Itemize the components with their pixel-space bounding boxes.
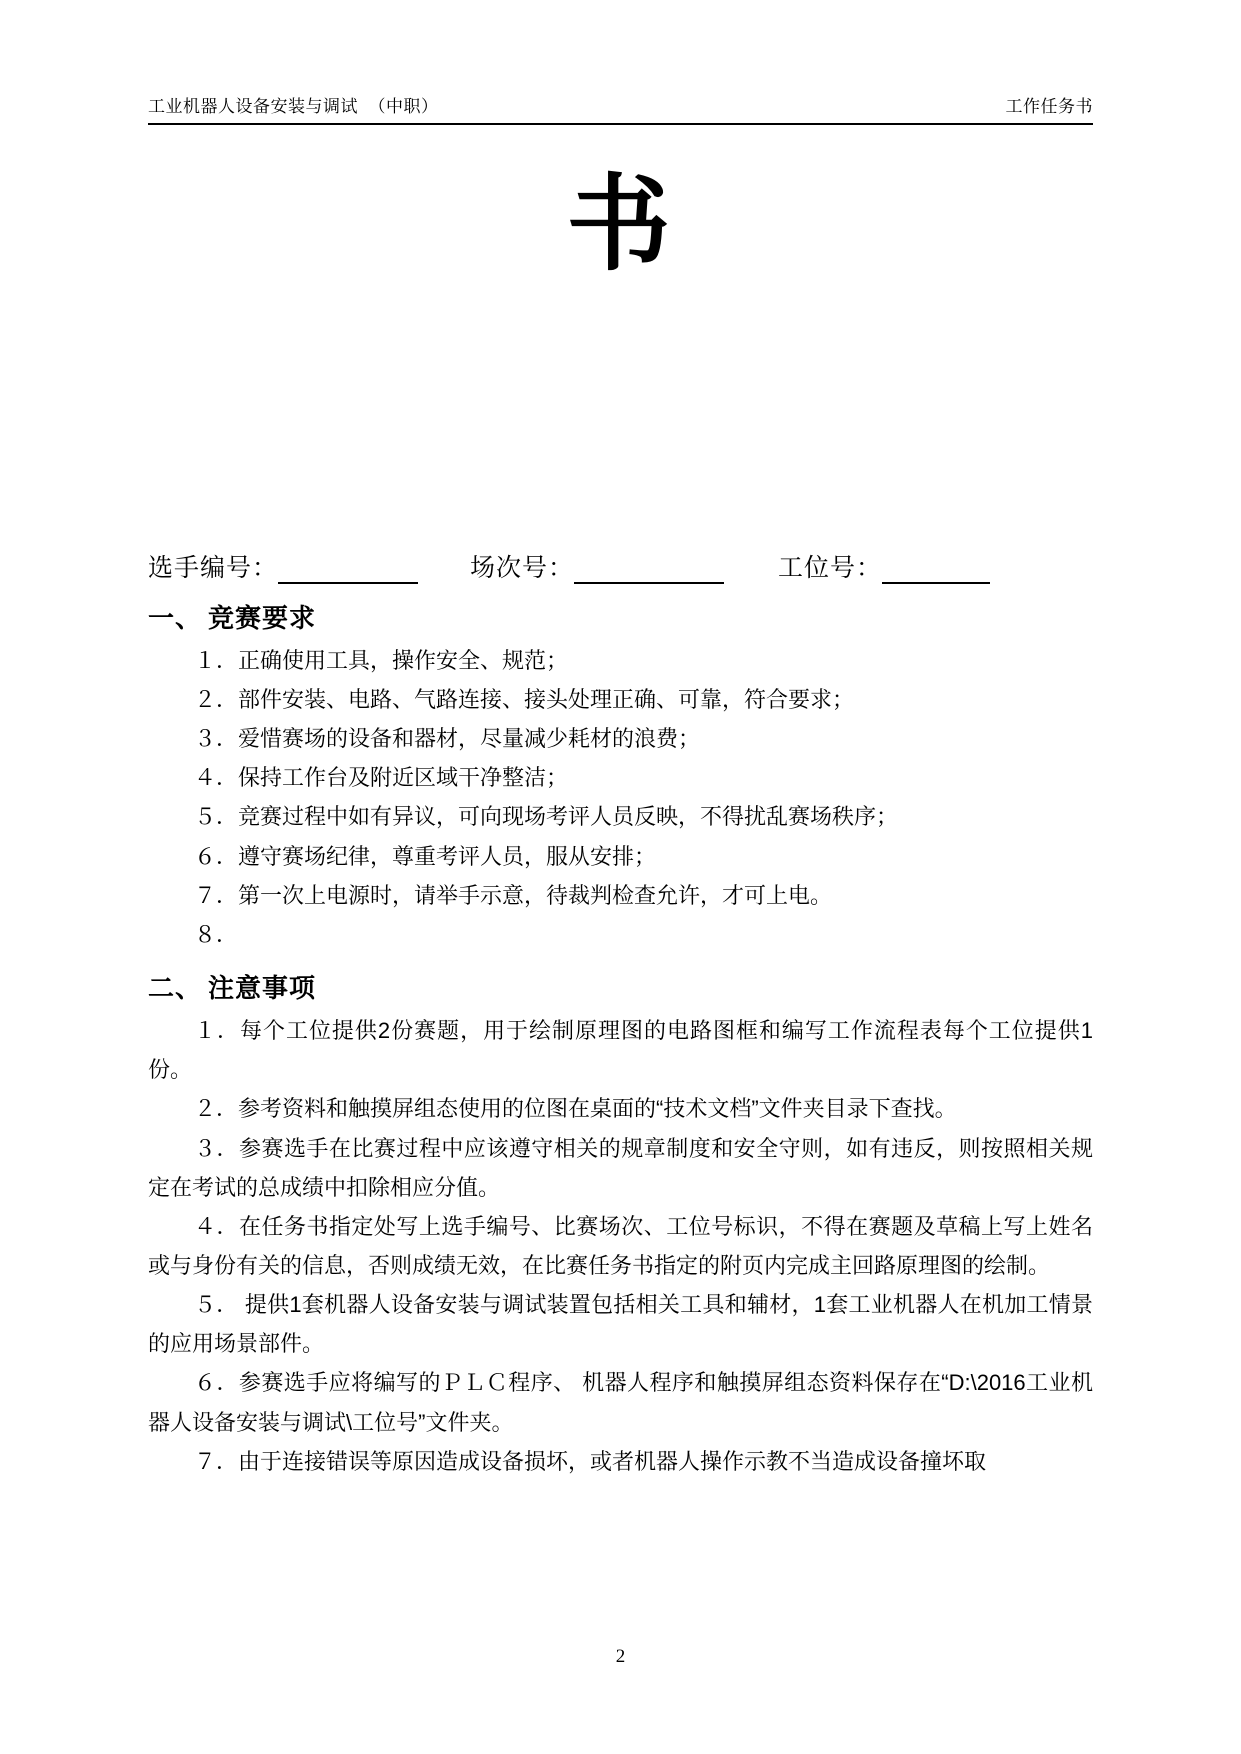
list-item: ３．参赛选手在比赛过程中应该遵守相关的规章制度和安全守则，如有违反，则按照相关规定在考试的总成绩中扣除相应分值。: [148, 1135, 1093, 1200]
title-spacer: [148, 288, 1093, 538]
section-1-number: 一、: [148, 602, 203, 633]
list-item: ７．由于连接错误等原因造成设备损坏，或者机器人操作示教不当造成设备撞坏取: [194, 1448, 987, 1474]
station-number-blank[interactable]: [882, 560, 990, 584]
list-item: １．每个工位提供2份赛题，用于绘制原理图的电路图框和编写工作流程表每个工位提供1份。: [148, 1018, 1093, 1083]
page-number: 2: [615, 1646, 626, 1667]
player-number-field: [148, 548, 418, 584]
competition-requirements-list: [148, 641, 1093, 954]
station-number-label: 工位号：: [778, 553, 883, 582]
section-heading-competition-requirements: [148, 598, 1093, 635]
list-item: ３．爱惜赛场的设备和器材，尽量减少耗材的浪费；: [194, 726, 701, 752]
session-number-field: [470, 548, 724, 584]
section-2-number: 二、: [148, 973, 203, 1004]
list-item: ４．保持工作台及附近区域干净整洁；: [194, 765, 569, 791]
list-item: ７．第一次上电源时，请举手示意，待裁判检查允许，才可上电。: [194, 882, 833, 908]
header-left-text: 工业机器人设备安装与调试 （中职）: [148, 97, 439, 116]
station-number-field: [778, 548, 990, 584]
list-item: １．正确使用工具，操作安全、规范；: [194, 647, 569, 673]
list-item: ５． 提供1套机器人设备安装与调试装置包括相关工具和辅材，1套工业机器人在机加工情景的应用场景部件。: [148, 1292, 1093, 1357]
list-item: ６．参赛选手应将编写的ＰＬＣ程序、 机器人程序和触摸屏组态资料保存在“D:\2016工业机器人设备安装与调试\工位号”文件夹。: [148, 1370, 1093, 1435]
section-2-title: 注意事项: [208, 973, 317, 1004]
list-item: ５．竞赛过程中如有异议，可向现场考评人员反映，不得扰乱赛场秩序；: [194, 804, 899, 830]
list-item: ４．在任务书指定处写上选手编号、比赛场次、工位号标识，不得在赛题及草稿上写上姓名或与身份有关的信息，否则成绩无效，在比赛任务书指定的附页内完成主回路原理图的绘制。: [148, 1213, 1093, 1278]
notes-list: [148, 1011, 1093, 1481]
section-1-title: 竞赛要求: [208, 602, 317, 633]
list-item: ２．部件安装、电路、气路连接、接头处理正确、可靠，符合要求；: [194, 686, 855, 712]
page-title: 书: [566, 167, 675, 283]
header-right-text: 工作任务书: [1005, 97, 1093, 116]
session-number-label: 场次号：: [470, 553, 575, 582]
list-item: ８．: [194, 921, 239, 947]
list-item: ６．遵守赛场纪律，尊重考评人员，服从安排；: [194, 843, 657, 869]
player-number-label: 选手编号：: [148, 553, 279, 582]
player-number-blank[interactable]: [278, 560, 418, 584]
section-heading-notes: [148, 968, 1093, 1005]
page-content: [148, 92, 1093, 1481]
session-number-blank[interactable]: [574, 560, 724, 584]
identification-fields: [148, 548, 1093, 584]
running-header: [148, 92, 1093, 125]
list-item: ２．参考资料和触摸屏组态使用的位图在桌面的“技术文档”文件夹目录下查找。: [194, 1096, 957, 1122]
